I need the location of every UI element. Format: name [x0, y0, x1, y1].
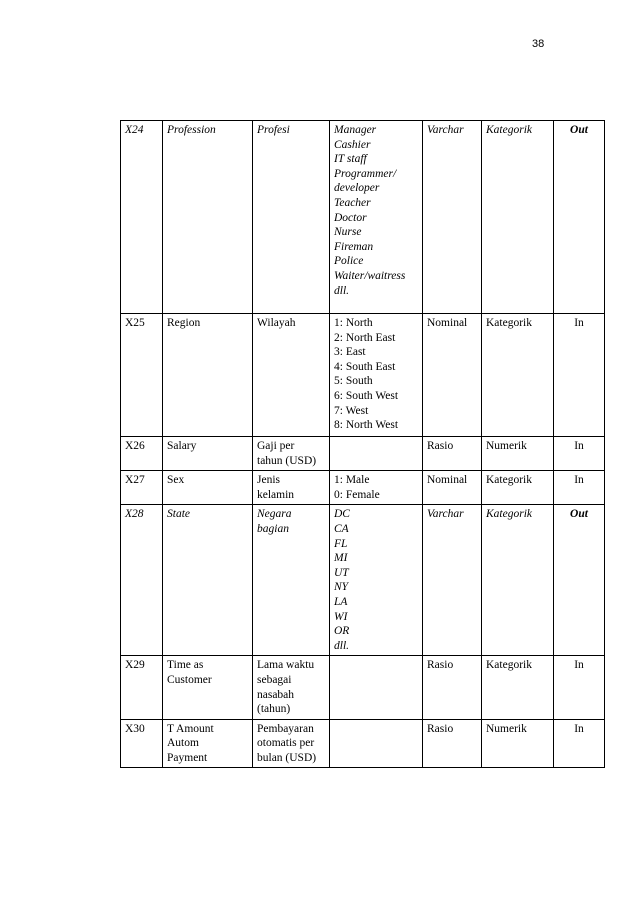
variable-values-cell-line: Fireman	[334, 240, 374, 253]
variable-values-cell-line: Nurse	[334, 226, 362, 239]
variable-values-cell-line: MI	[334, 552, 348, 565]
variable-name-cell-line: T Amount	[167, 722, 214, 735]
variable-name-cell	[163, 121, 253, 314]
variable-label-cell-line: Pembayaran	[257, 722, 314, 735]
variable-name-cell-line: Salary	[167, 440, 197, 452]
category-cell: Kategorik	[482, 121, 554, 314]
data-type-cell: Varchar	[423, 505, 482, 656]
variable-values-cell-line: 2: North East	[334, 331, 396, 344]
category-cell: Kategorik	[482, 505, 554, 656]
table-row	[121, 505, 605, 656]
variable-label-cell-line: Jenis	[257, 474, 280, 487]
variable-label-cell	[253, 656, 330, 719]
variable-label-cell-line: sebagai	[257, 673, 292, 686]
variable-id-cell: X30	[121, 719, 163, 768]
variable-label-cell-line: tahun (USD)	[257, 454, 317, 467]
variable-values-cell-line: Programmer/	[334, 167, 397, 180]
variable-name-cell	[163, 656, 253, 719]
variable-values-cell	[330, 121, 423, 314]
category-cell: Numerik	[482, 719, 554, 768]
table-row	[121, 314, 605, 437]
role-cell: In	[554, 719, 605, 768]
variable-values-cell-line: UT	[334, 566, 349, 579]
variable-id-cell: X29	[121, 656, 163, 719]
variable-label-cell-line: otomatis per	[257, 737, 315, 750]
variable-id-cell: X27	[121, 471, 163, 505]
role-cell: In	[554, 471, 605, 505]
variable-label-cell	[253, 505, 330, 656]
variable-name-cell-line: Autom	[167, 737, 199, 750]
variable-name-cell-line: Sex	[167, 474, 185, 487]
variable-values-cell-line: 1: Male	[334, 474, 370, 487]
variable-label-cell-line: bagian	[257, 522, 289, 535]
variable-values-cell-line: developer	[334, 182, 380, 195]
data-type-cell: Varchar	[423, 121, 482, 314]
variable-values-cell-line: OR	[334, 625, 350, 638]
role-cell: Out	[554, 505, 605, 656]
variable-values-cell-line: NY	[334, 581, 349, 594]
variable-label-cell	[253, 719, 330, 768]
variable-values-cell	[330, 437, 423, 471]
variable-values-cell-line: LA	[334, 595, 348, 608]
variable-label-cell-line: Profesi	[257, 124, 290, 136]
variable-label-cell	[253, 121, 330, 314]
variable-values-cell-line: 6: South West	[334, 389, 399, 402]
variable-name-cell-line: Region	[167, 317, 201, 329]
table-row	[121, 121, 605, 314]
variable-label-cell-line: nasabah	[257, 688, 295, 701]
role-cell: In	[554, 314, 605, 437]
variable-values-cell	[330, 656, 423, 719]
data-type-cell: Rasio	[423, 437, 482, 471]
variable-label-cell-line: Lama waktu	[257, 659, 315, 672]
variable-values-cell-line: 7: West	[334, 404, 369, 417]
variable-values-cell-line: IT staff	[334, 153, 367, 166]
variable-id-cell: X25	[121, 314, 163, 437]
variable-label-cell-line: Gaji per	[257, 440, 295, 452]
variable-values-cell-line: 3: East	[334, 346, 366, 359]
category-cell: Kategorik	[482, 656, 554, 719]
variable-id-cell: X28	[121, 505, 163, 656]
variable-values-cell-line: 8: North West	[334, 419, 399, 432]
data-type-cell: Nominal	[423, 471, 482, 505]
variable-name-cell-line: Time as	[167, 659, 204, 672]
variable-values-cell-line: CA	[334, 522, 349, 535]
variable-label-cell	[253, 437, 330, 471]
variable-values-cell-line: WI	[334, 610, 348, 623]
variable-name-cell-line: Profession	[167, 124, 216, 136]
variable-name-cell-line: Payment	[167, 751, 208, 764]
category-cell: Kategorik	[482, 471, 554, 505]
variable-name-cell-line: Customer	[167, 673, 212, 686]
variable-values-cell-line: Teacher	[334, 196, 371, 209]
variable-id-cell: X24	[121, 121, 163, 314]
variable-label-cell	[253, 314, 330, 437]
variable-values-cell-line: 1: North	[334, 317, 373, 329]
data-type-cell: Nominal	[423, 314, 482, 437]
variable-label-cell-line: Negara	[257, 508, 292, 521]
variable-values-cell	[330, 719, 423, 768]
variable-name-cell	[163, 719, 253, 768]
page-number: 38	[532, 38, 545, 50]
variable-values-cell-line: Manager	[334, 124, 377, 136]
variable-values-cell-line: Doctor	[334, 211, 367, 224]
variable-label-cell	[253, 471, 330, 505]
variable-name-cell	[163, 437, 253, 471]
variable-values-cell-line: FL	[334, 537, 348, 550]
variable-values-cell	[330, 505, 423, 656]
table-row	[121, 437, 605, 471]
table-row	[121, 471, 605, 505]
variable-label-cell-line: Wilayah	[257, 317, 296, 329]
variable-id-cell: X26	[121, 437, 163, 471]
variable-values-cell-line: 4: South East	[334, 360, 396, 373]
variable-name-cell	[163, 505, 253, 656]
variable-values-cell-line: DC	[334, 508, 350, 521]
category-cell: Kategorik	[482, 314, 554, 437]
variable-values-cell-line: dll.	[334, 284, 350, 297]
data-type-cell: Rasio	[423, 656, 482, 719]
variable-name-cell	[163, 314, 253, 437]
role-cell: In	[554, 656, 605, 719]
variable-name-cell	[163, 471, 253, 505]
table-row	[121, 656, 605, 719]
variable-values-cell-line: 5: South	[334, 375, 373, 388]
variable-values-cell-line: Police	[334, 255, 364, 268]
data-type-cell: Rasio	[423, 719, 482, 768]
variable-values-cell-line: Waiter/waitress	[334, 269, 406, 282]
table-row	[121, 719, 605, 768]
variable-values-cell-line: Cashier	[334, 138, 371, 151]
category-cell: Numerik	[482, 437, 554, 471]
variable-values-cell-line: 0: Female	[334, 488, 380, 501]
role-cell: In	[554, 437, 605, 471]
variable-label-cell-line: (tahun)	[257, 703, 291, 716]
variable-table	[120, 120, 605, 768]
role-cell: Out	[554, 121, 605, 314]
variable-values-cell-line: dll.	[334, 639, 350, 652]
variable-label-cell-line: bulan (USD)	[257, 751, 317, 764]
variable-values-cell	[330, 471, 423, 505]
variable-values-cell	[330, 314, 423, 437]
variable-name-cell-line: State	[167, 508, 190, 521]
variable-label-cell-line: kelamin	[257, 488, 295, 501]
